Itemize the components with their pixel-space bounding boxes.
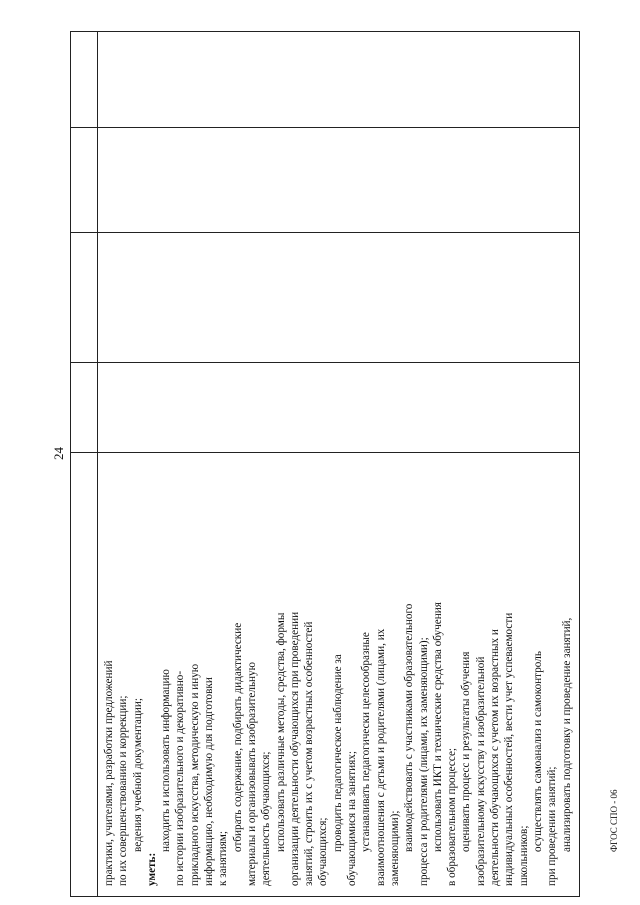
text-line: отбирать содержание, подбирать дидактические: [231, 622, 244, 852]
text-line: в образовательном процессе;: [446, 747, 459, 886]
text-line: к занятиям;: [217, 831, 230, 886]
text-line: оценивать процесс и результаты обучения: [460, 651, 473, 852]
text-line: проводить педагогическое наблюдение за: [331, 654, 344, 852]
column-divider: [71, 232, 97, 233]
column-divider: [98, 232, 579, 233]
table-row-top: [71, 32, 97, 896]
text-line: анализировать подготовку и проведение занятий,: [560, 617, 573, 852]
text-line: ведения учебной документации;: [131, 698, 144, 852]
document-table: [70, 31, 580, 897]
text-line: школьников;: [517, 825, 530, 886]
text-line: изобразительному искусству и изобразительной: [474, 656, 487, 886]
text-line: практики, учителями, разработки предложений: [103, 660, 115, 886]
table-row-content: [97, 32, 579, 896]
text-line: по истории изобразительного и декоративно-: [174, 670, 187, 886]
page-number: 24: [51, 447, 66, 460]
text-line: при проведении занятий;: [546, 766, 559, 886]
text-line: обучающихся;: [317, 817, 330, 886]
text-line: процесса и родителями (лицами, их заменяющими);: [417, 637, 430, 886]
column-divider: [98, 452, 579, 453]
column-divider: [98, 127, 579, 128]
competency-text-cell: [102, 460, 574, 886]
text-line: индивидуальных особенностей, вести учет успеваемости: [503, 612, 516, 886]
column-divider: [71, 127, 97, 128]
text-line: материалы и организовывать изобразительную: [245, 662, 258, 886]
text-line: прикладного искусства, методическую и иную: [188, 663, 201, 886]
text-line: взаимодействовать с участниками образовательного: [403, 603, 416, 852]
text-line: обучающимися на занятиях;: [346, 751, 359, 886]
column-divider: [71, 452, 97, 453]
text-line: деятельность обучающихся;: [260, 751, 273, 886]
text-line: находить и использовать информацию: [160, 669, 173, 852]
text-line: по их совершенствованию и коррекции;: [117, 695, 130, 886]
text-line: деятельности обучающихся с учетом их возрастных и: [489, 629, 502, 886]
text-line: информацию, необходимую для подготовки: [203, 677, 216, 886]
text-line: устанавливать педагогически целесообразные: [360, 632, 373, 852]
text-line: взаимоотношения с детьми и родителями (лицами, их: [374, 628, 387, 886]
text-line: осуществлять самоанализ и самоконтроль: [531, 651, 544, 852]
text-line: занятий, строить их с учетом возрастных особенностей: [303, 621, 316, 886]
footer-standard-code: ФГОС СПО - 06: [609, 789, 619, 852]
text-line: организации деятельности обучающихся при проведении: [288, 611, 301, 886]
text-line: использовать различные методы, средства, формы: [274, 612, 287, 852]
text-line: использовать ИКТ и технические средства обучения: [431, 602, 444, 852]
text-line: заменяющими);: [388, 810, 401, 886]
column-divider: [98, 362, 579, 363]
column-divider: [71, 362, 97, 363]
text-line-heading: уметь:: [145, 852, 158, 886]
